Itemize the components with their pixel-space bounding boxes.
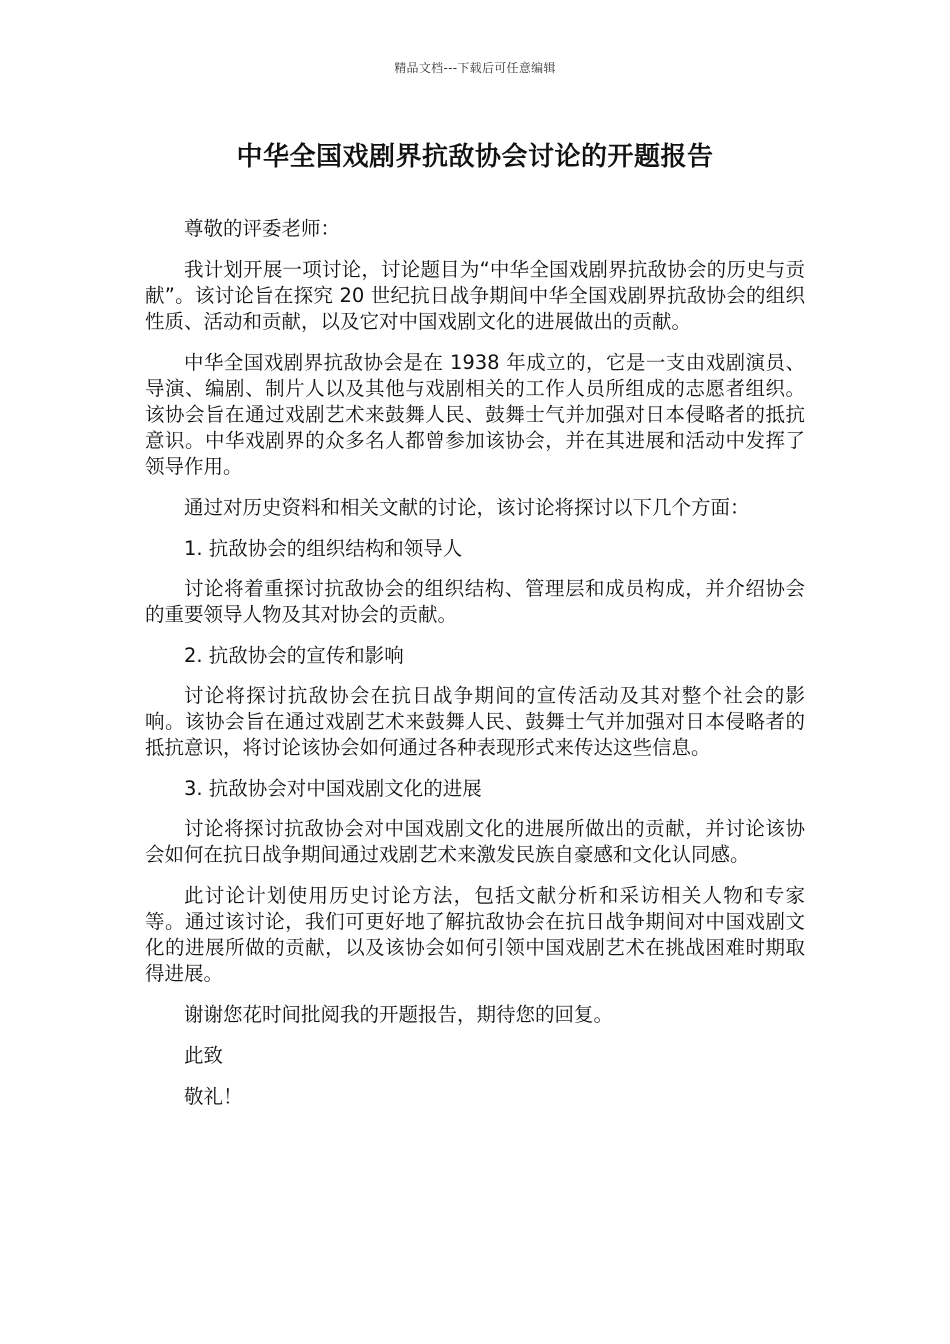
closing-cizhi: 此致 [184, 1044, 224, 1067]
paragraph-background: 中华全国戏剧界抗敌协会是在 1938 年成立的，它是一支由戏剧演员、导演、编剧、制片人以及其他与戏剧相关的工作人员所组成的志愿者组织。该协会旨在通过戏剧艺术来鼓舞人民、鼓舞士气并加强对日本侵略者的抵抗意识。中华戏剧界的众多名人都曾参加该协会，并在其进展和活动中发挥了领导作用。 [145, 351, 805, 478]
paragraph-thanks: 谢谢您花时间批阅我的开题报告，期待您的回复。 [184, 1003, 614, 1026]
paragraph-intro: 我计划开展一项讨论，讨论题目为“中华全国戏剧界抗敌协会的历史与贡献”。该讨论旨在探究 20 世纪抗日战争期间中华全国戏剧界抗敌协会的组织性质、活动和贡献，以及它对中国戏剧文化的进展做出的贡献。 [145, 258, 805, 333]
paragraph-method: 此讨论计划使用历史讨论方法，包括文献分析和采访相关人物和专家等。通过该讨论，我们可更好地了解抗敌协会在抗日战争期间对中国戏剧文化的进展所做的贡献，以及该协会如何引领中国戏剧艺术在挑战困难时期取得进展。 [145, 884, 805, 985]
paragraph-section-2: 讨论将探讨抗敌协会在抗日战争期间的宣传活动及其对整个社会的影响。该协会旨在通过戏剧艺术来鼓舞人民、鼓舞士气并加强对日本侵略者的抵抗意识，将讨论该协会如何通过各种表现形式来传达这些信息。 [145, 684, 805, 759]
section-heading-1: 1. 抗敌协会的组织结构和领导人 [184, 537, 463, 560]
document-body [145, 216, 805, 1125]
document-title: 中华全国戏剧界抗敌协会讨论的开题报告 [236, 142, 714, 172]
paragraph-section-3: 讨论将探讨抗敌协会对中国戏剧文化的进展所做出的贡献，并讨论该协会如何在抗日战争期间通过戏剧艺术来激发民族自豪感和文化认同感。 [145, 817, 805, 866]
header-note: 精品文档---下载后可任意编辑 [394, 61, 556, 75]
closing-jingli: 敬礼！ [184, 1085, 243, 1108]
paragraph-aspects-intro: 通过对历史资料和相关文献的讨论，该讨论将探讨以下几个方面： [184, 496, 750, 519]
paragraph-section-1: 讨论将着重探讨抗敌协会的组织结构、管理层和成员构成，并介绍协会的重要领导人物及其对协会的贡献。 [145, 577, 805, 626]
section-heading-3: 3. 抗敌协会对中国戏剧文化的进展 [184, 777, 482, 800]
salutation: 尊敬的评委老师： [184, 217, 341, 240]
section-heading-2: 2. 抗敌协会的宣传和影响 [184, 644, 404, 667]
